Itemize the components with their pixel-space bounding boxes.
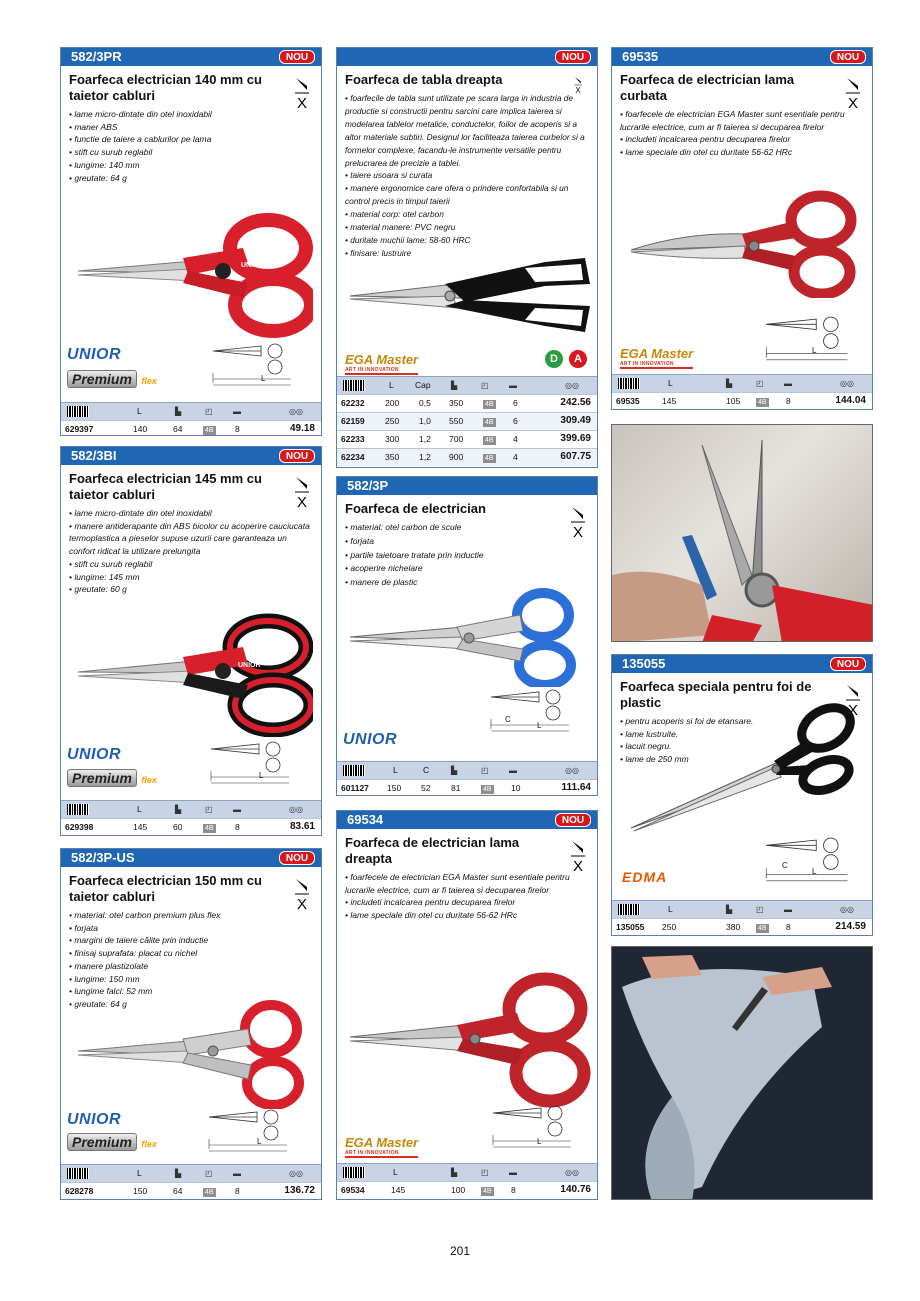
table-row — [612, 918, 872, 936]
ega-master-logo: EGA Master ART IN INNOVATION — [620, 346, 694, 367]
row-pack: 6 — [513, 416, 518, 426]
weight-icon: ▙ — [726, 379, 733, 388]
bullet-item: • margini de taiere călite prin inductie — [69, 935, 209, 946]
card-header — [337, 811, 597, 829]
dimension-drawing — [209, 741, 297, 789]
premium-label: Premium — [67, 1133, 137, 1151]
bullet-item: • lame speciale din otel cu duritate 56-62 HRc — [620, 147, 793, 158]
dim-l-label: L — [812, 867, 817, 876]
table-row — [61, 1182, 321, 1200]
brand-logo — [67, 1111, 121, 1129]
badge-4b: 4B — [483, 1188, 492, 1195]
package-icon: ◰ — [756, 905, 764, 914]
box-icon: ▬ — [784, 379, 792, 388]
product-bullets — [345, 92, 591, 260]
row-weight: 105 — [726, 396, 741, 406]
bullet-item: • manere plastizolate — [69, 960, 149, 971]
bullet-item: • forjata — [69, 922, 98, 933]
dim-c-label: C — [505, 715, 511, 724]
package-icon: ◰ — [205, 805, 213, 814]
bullet-item: • duritate muchii lame: 58-60 HRC — [345, 234, 471, 245]
dim-l-label: L — [812, 346, 817, 355]
row-l: 150 — [133, 1186, 148, 1196]
product-title: Foarfeca electrician 140 mm cu taietor cabluri — [69, 72, 262, 103]
cutting-icon — [571, 76, 585, 94]
bullet-item: • manere antiderapante din ABS bicolor cu acoperire cauciucata termoplastica a pieselor supuse uzurii care garanteaza un confort ridicat la utilizare prelungita — [69, 520, 310, 557]
coins-icon: ◎◎ — [840, 905, 854, 914]
ega-master-logo: EGA Master ART IN INNOVATION — [345, 1135, 419, 1156]
scissors-image — [73, 999, 313, 1109]
row-price: 111.64 — [561, 782, 591, 793]
product-code: 69534 — [347, 812, 384, 827]
cutting-icon — [571, 505, 585, 539]
dimension-drawing — [485, 1105, 585, 1153]
row-code: 601127 — [341, 783, 369, 793]
product-code: 69535 — [622, 49, 659, 64]
weight-icon: ▙ — [451, 766, 458, 775]
premium-label: Premium — [67, 370, 137, 388]
bullet-item: • lungime falci: 52 mm — [69, 986, 153, 997]
row-code: 135055 — [616, 922, 645, 932]
row-weight: 550 — [449, 416, 464, 426]
product-card-582-3p — [336, 476, 598, 796]
brand-logo — [620, 346, 693, 370]
row-price: 83.61 — [289, 821, 315, 832]
table-row — [337, 394, 597, 412]
table-header — [337, 376, 597, 394]
badge-4b: 4B — [485, 419, 494, 426]
card-header — [337, 477, 597, 495]
bullet-item: • manere ergonomice care ofera o prindere confortabila si un control precis in timpul taierii — [345, 183, 569, 207]
product-bullets — [345, 521, 591, 590]
badge-4b: 4B — [205, 825, 214, 832]
dim-l-label: L — [261, 374, 266, 383]
bullet-item: • finisaj suprafata: placat cu nichel — [69, 948, 198, 959]
table-header — [612, 374, 872, 392]
badge-4b: 4B — [205, 1189, 214, 1196]
product-title: Foarfeca electrician 145 mm cu taietor cabluri — [69, 471, 262, 502]
row-cap: 0,5 — [419, 398, 431, 408]
row-price: 607.75 — [560, 451, 591, 462]
box-icon: ▬ — [784, 905, 792, 914]
row-weight: 100 — [451, 1185, 466, 1195]
coins-icon: ◎◎ — [289, 805, 303, 814]
table-header — [337, 1163, 597, 1181]
photo-illustration — [612, 947, 873, 1200]
table-row — [612, 392, 872, 410]
edma-logo: EDMA — [622, 869, 668, 885]
row-price: 144.04 — [835, 395, 866, 406]
card-header — [61, 447, 321, 465]
badge-4b: 4B — [485, 437, 494, 444]
bullet-item: • functie de taiere a cablurilor pe lama — [69, 134, 212, 145]
product-bullets — [69, 507, 315, 596]
row-c: 52 — [421, 783, 431, 793]
bullet-item: • material: otel carbon premium plus flex — [69, 910, 221, 920]
product-title: Foarfeca de electrician lama dreapta — [345, 835, 520, 866]
row-code: 628278 — [65, 1186, 94, 1196]
row-pack: 10 — [511, 783, 521, 793]
row-l: 250 — [662, 922, 677, 932]
col-l: L — [137, 1168, 142, 1178]
cutting-icon — [295, 76, 309, 110]
page-number: 201 — [449, 1244, 471, 1258]
flex-label: flex — [141, 775, 157, 785]
product-code: 582/3P-US — [71, 850, 135, 865]
barcode-icon — [618, 904, 640, 915]
dimension-drawing — [483, 689, 583, 737]
unior-logo: UNIOR — [67, 746, 122, 763]
barcode-icon — [67, 1168, 89, 1179]
weight-icon: ▙ — [451, 381, 458, 390]
bullet-item: • stift cu surub reglabil — [69, 147, 153, 158]
product-card-135055 — [611, 654, 873, 936]
box-icon: ▬ — [509, 766, 517, 775]
badge-cell — [483, 452, 496, 463]
row-weight: 81 — [451, 783, 461, 793]
barcode-icon — [618, 378, 640, 389]
row-code: 629398 — [65, 822, 94, 832]
row-l: 150 — [387, 783, 402, 793]
barcode-icon — [343, 765, 365, 776]
col-l: L — [393, 765, 398, 775]
product-title: Foarfeca electrician 150 mm cu taietor cabluri — [69, 873, 262, 904]
weight-icon: ▙ — [175, 805, 182, 814]
bullet-item: • pentru acoperis si foi de etansare. — [620, 716, 754, 726]
row-l: 300 — [385, 434, 400, 444]
flex-label: flex — [141, 1139, 157, 1149]
row-code: 62233 — [341, 434, 365, 444]
row-l: 350 — [385, 452, 400, 462]
badge-4b: 4B — [758, 925, 767, 932]
table-row — [337, 1181, 597, 1199]
row-weight: 64 — [173, 424, 183, 434]
barcode-icon — [343, 380, 365, 391]
bullet-item: • lungime: 140 mm — [69, 159, 140, 170]
row-weight: 350 — [449, 398, 464, 408]
bullet-item: • greutate: 64 g — [69, 998, 127, 1009]
table-header — [61, 402, 321, 420]
new-badge: NOU — [279, 50, 315, 64]
row-price: 214.59 — [835, 921, 866, 932]
bullet-item: • material manere: PVC negru — [345, 222, 456, 233]
svg-text:UNIOR: UNIOR — [241, 262, 264, 269]
row-pack: 8 — [235, 424, 240, 434]
new-badge: NOU — [279, 851, 315, 865]
row-l: 145 — [662, 396, 677, 406]
badge-4b: 4B — [485, 401, 494, 408]
product-card-tabla-dreapta — [336, 47, 598, 468]
box-icon: ▬ — [233, 407, 241, 416]
dim-l-label: L — [537, 721, 542, 730]
dimension-drawing — [758, 316, 862, 366]
package-icon: ◰ — [205, 1169, 213, 1178]
row-code: 69535 — [616, 396, 640, 406]
row-price: 140.76 — [560, 1184, 591, 1195]
bullet-item: • lungime: 150 mm — [69, 973, 140, 984]
row-code: 62232 — [341, 398, 365, 408]
bullet-item: • lame speciale din otel cu duritate 56-62 HRc — [345, 910, 518, 921]
dim-l-label: L — [259, 771, 264, 780]
box-icon: ▬ — [509, 1168, 517, 1177]
row-weight: 900 — [449, 452, 464, 462]
brand-logo — [67, 746, 121, 764]
unior-logo: UNIOR — [67, 1111, 122, 1128]
badge-cell — [483, 398, 496, 409]
row-l: 145 — [133, 822, 148, 832]
row-cap: 1,2 — [419, 434, 431, 444]
product-card-582-3bi — [60, 446, 322, 836]
cutting-icon — [846, 76, 860, 110]
package-icon: ◰ — [756, 379, 764, 388]
new-badge: NOU — [555, 813, 591, 827]
table-header — [337, 761, 597, 779]
product-card-582-3p-us — [60, 848, 322, 1200]
table-row — [337, 412, 597, 430]
weight-icon: ▙ — [175, 1169, 182, 1178]
dim-c-label: C — [782, 861, 788, 870]
bullet-item: • forjata — [345, 535, 374, 546]
premium-logo — [67, 1133, 157, 1152]
bullet-item: • lungime: 145 mm — [69, 571, 140, 582]
row-weight: 64 — [173, 1186, 183, 1196]
col-c: C — [423, 765, 430, 775]
brand-logo — [622, 869, 667, 887]
new-badge: NOU — [279, 449, 315, 463]
bullet-item: • greutate: 60 g — [69, 584, 127, 595]
bullet-item: • foarfecele de electrician EGA Master sunt esentiale pentru lucrarile electrice, cum ar fi taierea si decuparea firelor — [620, 109, 845, 132]
product-title: Foarfeca de tabla dreapta — [345, 72, 503, 87]
row-weight: 380 — [726, 922, 741, 932]
scissors-image — [345, 969, 595, 1109]
dimension-drawing — [758, 837, 862, 887]
package-icon: ◰ — [481, 1168, 489, 1177]
row-price: 49.18 — [289, 423, 315, 434]
scissors-image — [73, 203, 313, 338]
row-pack: 6 — [513, 398, 518, 408]
bullet-item: • lacuit negru. — [620, 741, 672, 752]
product-title: Foarfeca de electrician — [345, 501, 486, 516]
row-pack: 4 — [513, 452, 518, 462]
col-l: L — [137, 406, 142, 416]
flex-label: flex — [141, 376, 157, 386]
unior-logo: UNIOR — [343, 731, 398, 748]
row-price: 309.49 — [560, 415, 591, 426]
weight-icon: ▙ — [726, 905, 733, 914]
scissors-image — [626, 703, 862, 833]
row-code: 62234 — [341, 452, 365, 462]
photo-illustration — [612, 425, 873, 642]
col-l: L — [668, 904, 673, 914]
coins-icon: ◎◎ — [565, 381, 579, 390]
ega-master-logo: EGA Master ART IN INNOVATION — [345, 352, 419, 373]
dim-l-label: L — [537, 1137, 542, 1146]
row-l: 250 — [385, 416, 400, 426]
new-badge: NOU — [830, 657, 866, 671]
brand-logo — [345, 1135, 418, 1159]
weight-icon: ▙ — [451, 1168, 458, 1177]
card-header — [337, 48, 597, 66]
coins-icon: ◎◎ — [289, 407, 303, 416]
package-icon: ◰ — [481, 381, 489, 390]
usage-photo-plastic-sheet — [611, 946, 873, 1200]
a-marker: A — [569, 350, 587, 368]
product-bullets — [69, 909, 315, 1011]
premium-logo — [67, 370, 157, 389]
barcode-icon — [67, 406, 89, 417]
product-code: 135055 — [622, 656, 666, 671]
bullet-item: • material: otel carbon de scule — [345, 522, 462, 532]
product-code: 582/3BI — [71, 448, 117, 463]
scissors-image — [626, 188, 866, 298]
col-l: L — [389, 380, 394, 390]
badge-cell — [483, 434, 496, 445]
bullet-item: • finisare: lustruire — [345, 247, 412, 258]
bullet-item: • greutate: 64 g — [69, 172, 127, 183]
table-header — [61, 1164, 321, 1182]
badge-cell — [483, 416, 496, 427]
row-cap: 1,0 — [419, 416, 431, 426]
barcode-icon — [343, 1167, 365, 1178]
brand-logo — [67, 346, 121, 364]
product-bullets — [620, 108, 866, 159]
row-cap: 1,2 — [419, 452, 431, 462]
bullet-item: • stift cu surub reglabil — [69, 558, 153, 569]
coins-icon: ◎◎ — [565, 1168, 579, 1177]
package-icon: ◰ — [481, 766, 489, 775]
table-row — [61, 818, 321, 836]
box-icon: ▬ — [509, 381, 517, 390]
row-l: 145 — [391, 1185, 406, 1195]
row-l: 140 — [133, 424, 148, 434]
badge-4b: 4B — [483, 786, 492, 793]
row-price: 242.56 — [560, 397, 591, 408]
coins-icon: ◎◎ — [289, 1169, 303, 1178]
coins-icon: ◎◎ — [565, 766, 579, 775]
bullet-item: • foarfecile de tabla sunt utilizate pe scara larga in industria de productie si constructii pentru sarcini care implica taierea si modelarea tablelor metalice, conductelor, foilor de acoperis si a altor materiale subtiri. Designul lor faciliteaza taierea curbelor si a formelor complexe, facandu-le instrumente versatile pentru prelucrarea de precizie a tablei. — [345, 93, 585, 168]
bullet-item: • foarfecele de electrician EGA Master sunt esentiale pentru lucrarile electrice, cum ar fi taierea si decuparea firelor — [345, 872, 570, 895]
bullet-item: • lame micro-dintate din otel inoxidabil — [69, 109, 212, 119]
row-l: 200 — [385, 398, 400, 408]
bullet-item: • includeti incalcarea pentru decuparea firelor — [345, 897, 516, 908]
bullet-item: • manere de plastic — [345, 577, 418, 588]
table-header — [61, 800, 321, 818]
barcode-icon — [67, 804, 89, 815]
dimension-drawing — [211, 343, 299, 391]
col-l: L — [137, 804, 142, 814]
card-header — [61, 849, 321, 867]
weight-icon: ▙ — [175, 407, 182, 416]
usage-photo-cable-cutting — [611, 424, 873, 642]
table-header — [612, 900, 872, 918]
bullet-item: • acoperire nichelare — [345, 563, 423, 574]
unior-logo: UNIOR — [67, 346, 122, 363]
new-badge: NOU — [555, 50, 591, 64]
table-row — [337, 448, 597, 466]
bullet-item: • lame lustruite. — [620, 728, 679, 739]
row-pack: 8 — [786, 922, 791, 932]
row-weight: 60 — [173, 822, 183, 832]
box-icon: ▬ — [233, 805, 241, 814]
col-l: L — [668, 378, 673, 388]
dimension-drawing — [207, 1109, 295, 1157]
row-code: 69534 — [341, 1185, 365, 1195]
bullet-item: • includeti incalcarea pentru decuparea firelor — [620, 134, 791, 145]
card-header — [612, 655, 872, 673]
bullet-item: • material corp: otel carbon — [345, 209, 444, 220]
cutting-icon — [295, 877, 309, 911]
table-row — [337, 430, 597, 448]
table-row — [337, 779, 597, 796]
bullet-item: • lame de 250 mm — [620, 754, 689, 765]
scissors-image — [345, 244, 595, 344]
box-icon: ▬ — [233, 1169, 241, 1178]
product-card-69535 — [611, 47, 873, 410]
row-code: 62159 — [341, 416, 365, 426]
premium-label: Premium — [67, 769, 137, 787]
product-code: 582/3P — [347, 478, 389, 493]
new-badge: NOU — [830, 50, 866, 64]
badge-4b: 4B — [485, 455, 494, 462]
product-code: 582/3PR — [71, 49, 122, 64]
product-card-582-3pr — [60, 47, 322, 436]
product-title: Foarfeca speciala pentru foi de plastic — [620, 679, 812, 710]
table-row — [61, 420, 321, 436]
card-header — [61, 48, 321, 66]
scissors-image — [345, 587, 585, 687]
brand-logo — [345, 352, 418, 376]
col-l: L — [393, 1167, 398, 1177]
dim-l-label: L — [257, 1137, 262, 1146]
coins-icon: ◎◎ — [840, 379, 854, 388]
product-card-69534 — [336, 810, 598, 1200]
row-pack: 8 — [235, 1186, 240, 1196]
bullet-item: • maner ABS — [69, 121, 118, 132]
row-price: 399.69 — [560, 433, 591, 444]
badge-4b: 4B — [205, 427, 214, 434]
brand-logo — [343, 731, 397, 749]
product-bullets — [69, 108, 315, 184]
bullet-item: • taiere usoara si curata — [345, 170, 433, 181]
bullet-item: • partile taietoare tratate prin inductie — [345, 549, 484, 560]
cutting-icon — [571, 839, 585, 873]
badge-4b: 4B — [758, 399, 767, 406]
row-pack: 4 — [513, 434, 518, 444]
row-weight: 700 — [449, 434, 464, 444]
bullet-item: • lame micro-dintate din otel inoxidabil — [69, 508, 212, 518]
premium-logo — [67, 769, 157, 788]
row-pack: 8 — [786, 396, 791, 406]
row-pack: 8 — [511, 1185, 516, 1195]
product-title: Foarfeca de electrician lama curbata — [620, 72, 795, 103]
product-bullets — [345, 871, 591, 922]
row-code: 629397 — [65, 424, 94, 434]
card-header — [612, 48, 872, 66]
row-pack: 8 — [235, 822, 240, 832]
package-icon: ◰ — [205, 407, 213, 416]
col-cap: Cap — [415, 380, 431, 390]
scissors-image — [73, 607, 313, 737]
cutting-icon — [295, 475, 309, 509]
svg-text:UNIOR: UNIOR — [238, 662, 261, 669]
row-price: 136.72 — [284, 1185, 315, 1196]
d-marker: D — [545, 350, 563, 368]
